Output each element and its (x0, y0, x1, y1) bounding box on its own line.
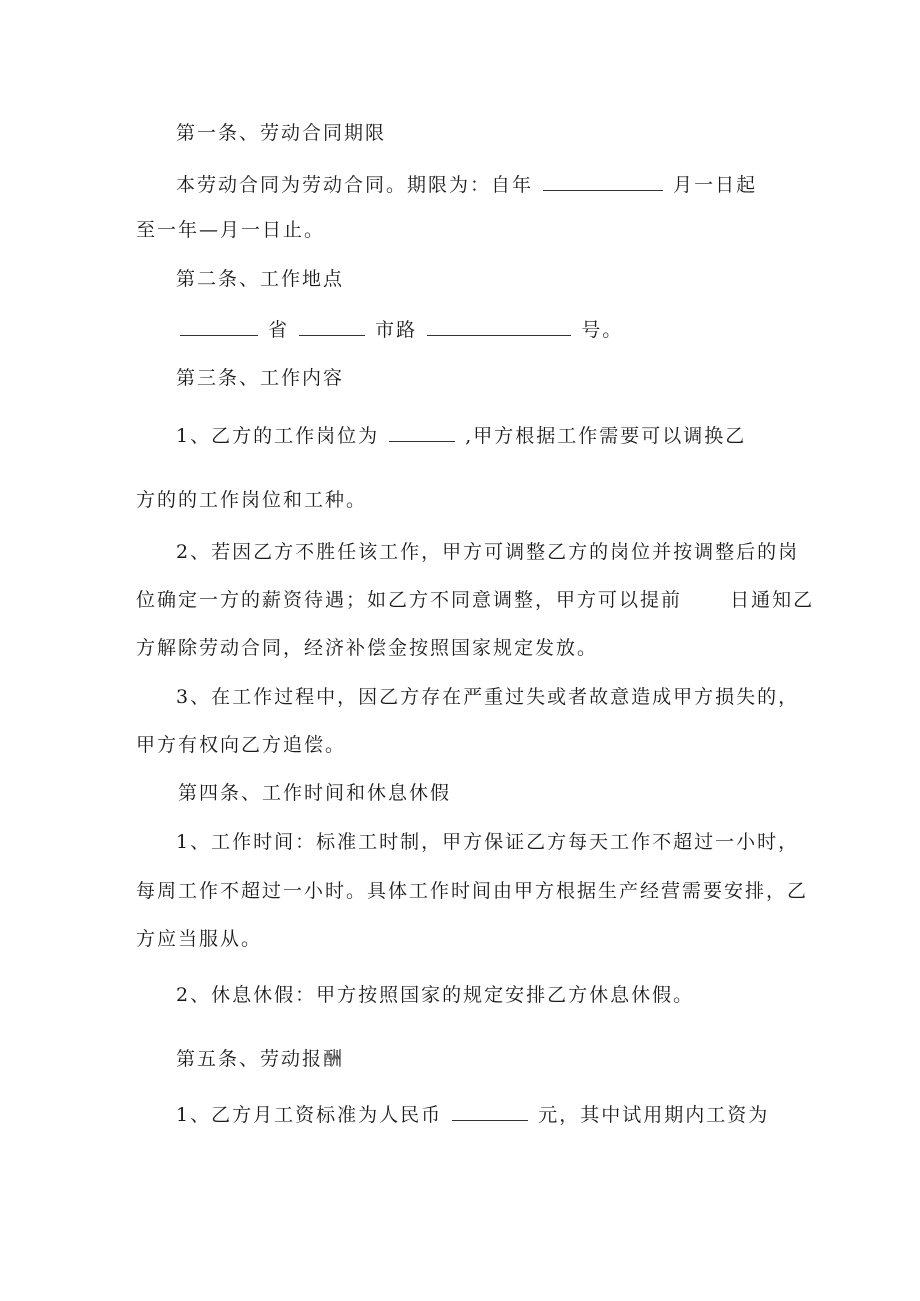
article-3-item-3-line-1 (176, 685, 799, 709)
article-3-item-1-text-a: 1、乙方的工作岗位为 (176, 425, 380, 447)
article-5-item-1-text-a: 1、乙方月工资标准为人民币 (176, 1104, 443, 1126)
article-1-heading (176, 121, 386, 145)
article-3-item-1-line-1 (176, 423, 746, 448)
article-4-item-2-text: 2、休息休假：甲方按照国家的规定安排乙方休息休假。 (176, 984, 695, 1006)
article-4-item-1-text-c: 方应当服从。 (136, 928, 263, 950)
article-3-item-3-text-b: 甲方有权向乙方追偿。 (136, 734, 347, 756)
article-4-item-1-line-3 (136, 927, 262, 951)
road-blank (427, 317, 571, 336)
article-3-item-2-line-1 (176, 540, 799, 564)
year-blank (543, 172, 663, 191)
article-3-item-2-line-2 (136, 588, 814, 612)
city-blank (299, 317, 365, 336)
article-2-address (178, 317, 623, 342)
article-1-heading-text: 第一条、劳动合同期限 (176, 122, 387, 144)
article-3-item-2-text-b2: 日通知乙 (730, 589, 815, 611)
city-road-label: 市路 (375, 319, 418, 341)
position-blank (389, 423, 455, 442)
province-label: 省 (268, 319, 290, 341)
notice-days-blank (692, 588, 720, 606)
article-3-item-1-text-b: ,甲方根据工作需要可以调换乙 (465, 425, 747, 447)
article-3-item-2-text-c: 方解除劳动合同，经济补偿金按照国家规定发放。 (136, 637, 599, 659)
article-5-heading-text: 第五条、劳动报酬 (176, 1048, 345, 1070)
salary-blank (452, 1102, 528, 1121)
article-3-item-3-text-a: 3、在工作过程中，因乙方存在严重过失或者故意造成甲方损失的， (176, 686, 800, 708)
article-3-item-2-line-3 (136, 636, 598, 660)
article-4-item-1-line-2 (136, 879, 808, 903)
article-3-heading (176, 366, 344, 390)
number-label: 号。 (581, 319, 624, 341)
article-1-text-c: 至一年—月一日止。 (136, 219, 326, 241)
article-3-item-3-line-2 (136, 733, 346, 757)
article-3-heading-text: 第三条、工作内容 (176, 367, 345, 389)
article-3-item-2-text-b: 位确定一方的薪资待遇；如乙方不同意调整，甲方可以提前 (136, 589, 683, 611)
article-3-item-2-text-a: 2、若因乙方不胜任该工作，甲方可调整乙方的岗位并按调整后的岗 (176, 541, 800, 563)
article-5-item-1 (176, 1102, 769, 1127)
article-4-item-1-line-1 (176, 830, 799, 854)
article-4-item-1-text-a: 1、工作时间：标准工时制，甲方保证乙方每天工作不超过一小时， (176, 831, 800, 853)
article-1-text-b: 月一日起 (673, 174, 758, 196)
article-2-heading (176, 267, 344, 291)
article-5-heading (176, 1047, 344, 1071)
article-3-item-1-line-2 (136, 488, 367, 512)
province-blank (180, 317, 258, 336)
article-4-item-1-text-b: 每周工作不超过一小时。具体工作时间由甲方根据生产经营需要安排，乙 (136, 880, 809, 902)
article-1-text-a: 本劳动合同为劳动合同。期限为：自年 (176, 174, 534, 196)
article-4-heading (178, 781, 451, 805)
article-2-heading-text: 第二条、工作地点 (176, 268, 345, 290)
article-1-line-1 (176, 172, 757, 197)
article-1-line-2 (136, 218, 325, 242)
article-5-item-1-text-b: 元，其中试用期内工资为 (538, 1104, 770, 1126)
article-4-item-2 (176, 983, 694, 1007)
article-3-item-1-text-c: 方的的工作岗位和工种。 (136, 489, 368, 511)
article-4-heading-text: 第四条、工作时间和休息休假 (178, 782, 452, 804)
